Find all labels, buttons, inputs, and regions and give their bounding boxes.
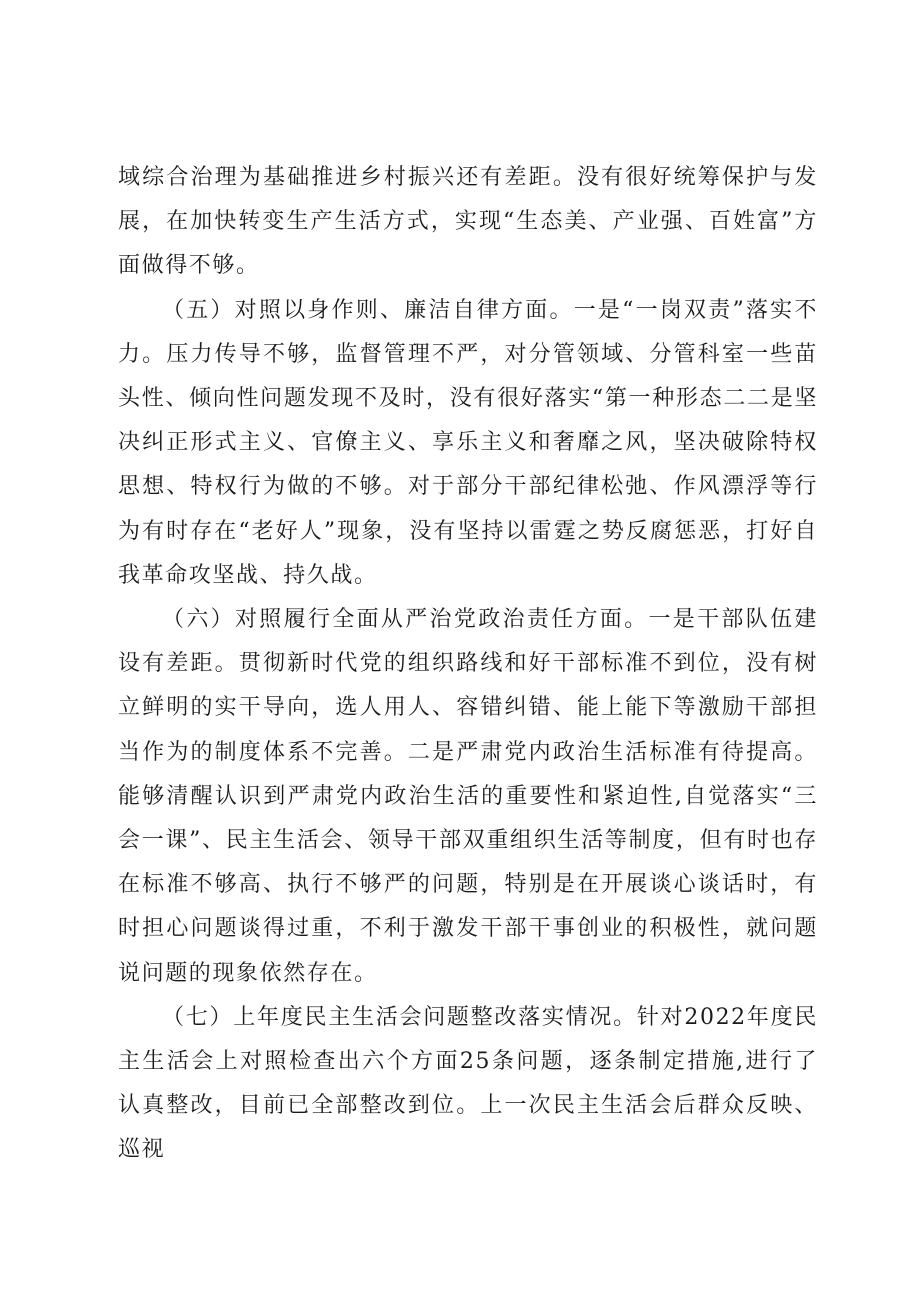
paragraph-section-7: （七）上年度民主生活会问题整改落实情况。针对2022年度民主生活会上对照检查出六个方面25条问题，逐条制定措施,进行了认真整改，目前已全部整改到位。上一次民主生活会后群众反映、巡视 bbox=[118, 1004, 818, 1163]
paragraph-continuation: 域综合治理为基础推进乡村振兴还有差距。没有很好统筹保护与发展，在加快转变生产生活方式，实现“生态美、产业强、百姓富”方面做得不够。 bbox=[118, 165, 818, 279]
paragraph-section-6: （六）对照履行全面从严治党政治责任方面。一是干部队伍建设有差距。贯彻新时代党的组织路线和好干部标准不到位，没有树立鲜明的实干导向，选人用人、容错纠错、能上能下等激励干部担当作为的制度体系不完善。二是严肃党内政治生活标准有待提高。能够清醒认识到严肃党内政治生活的重要性和紧迫性,自觉落实“三会一课”、民主生活会、领导干部双重组织生活等制度，但有时也存在标准不够高、执行不够严的问题，特别是在开展谈心谈话时，有时担心问题谈得过重，不利于激发干部干事创业的积极性，就问题说问题的现象依然存在。 bbox=[118, 607, 818, 986]
document-body bbox=[118, 156, 818, 1173]
paragraph-section-5: （五）对照以身作则、廉洁自律方面。一是“一岗双责”落实不力。压力传导不够，监督管理不严，对分管领域、分管科室一些苗头性、倾向性问题发现不及时，没有很好落实“第一种形态二二是坚决纠正形式主义、官僚主义、享乐主义和奢靡之风，坚决破除特权思想、特权行为做的不够。对于部分干部纪律松弛、作风漂浮等行为有时存在“老好人”现象，没有坚持以雷霆之势反腐惩恶，打好自我革命攻坚战、持久战。 bbox=[118, 297, 818, 588]
